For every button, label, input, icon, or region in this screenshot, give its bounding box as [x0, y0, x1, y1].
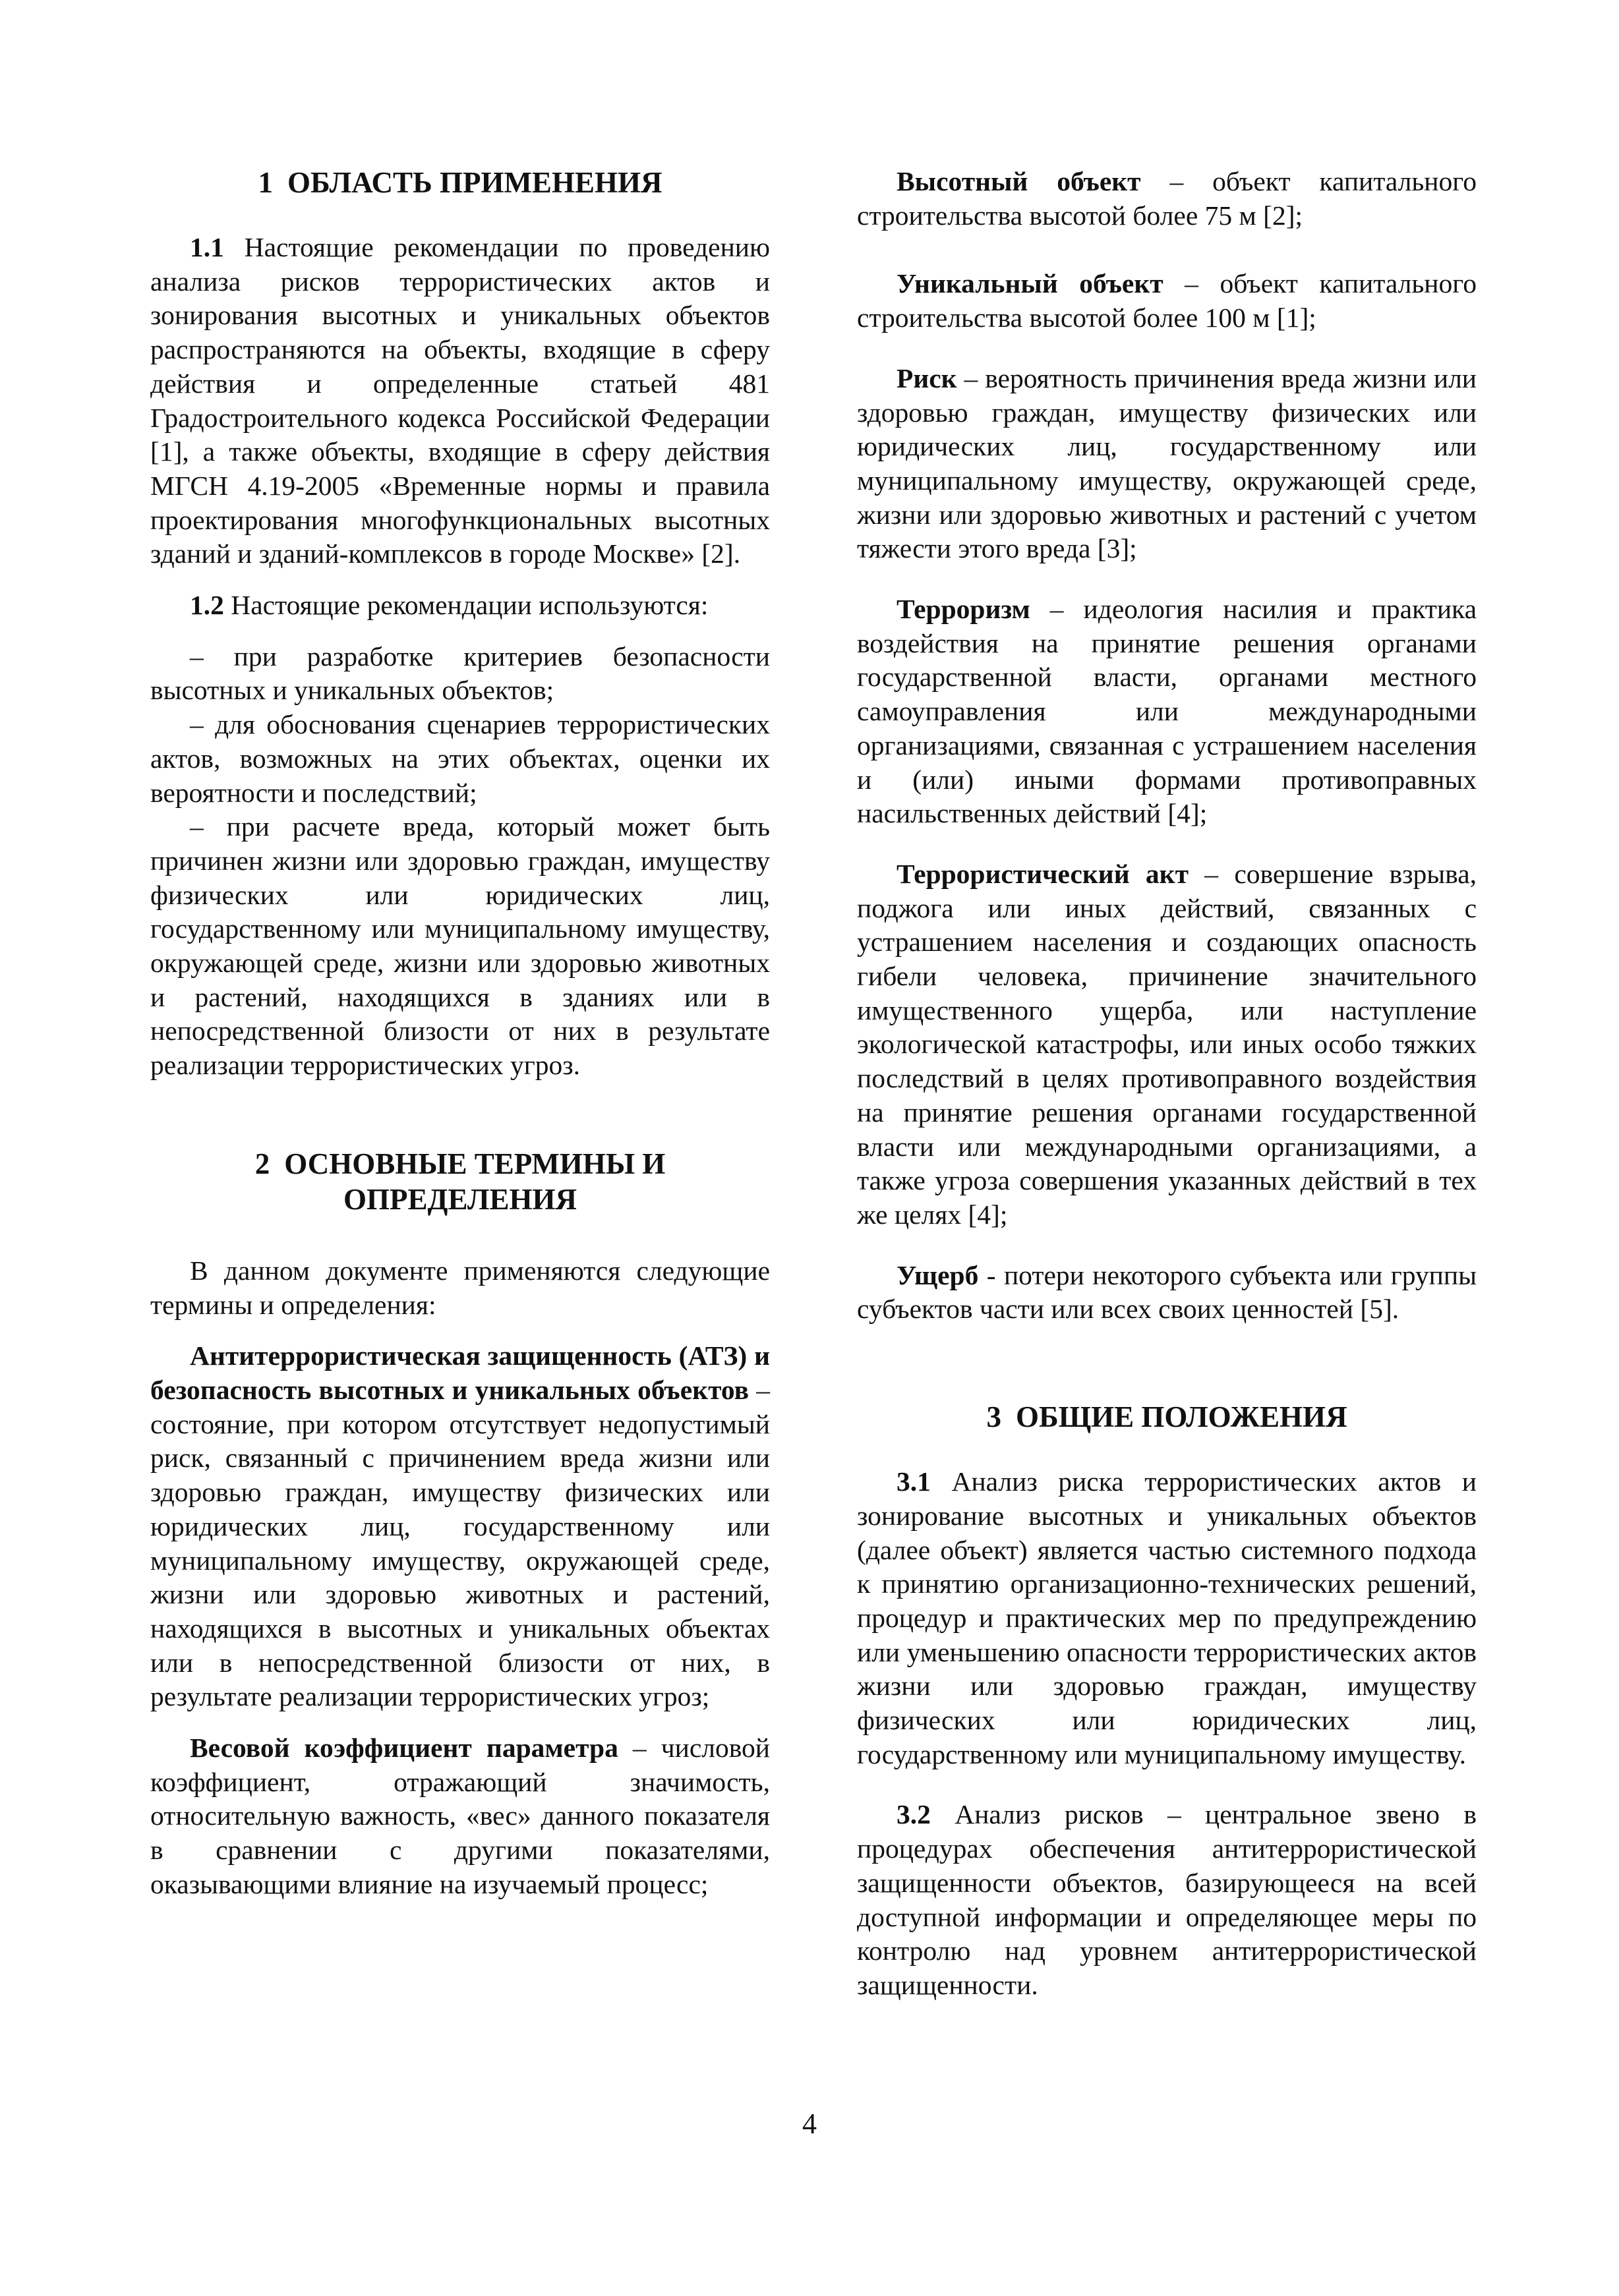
term-high-rise-separator: –	[1140, 166, 1213, 196]
term-atz-definition: состояние, при котором отсутствует недопустимый риск, связанный с причинением вреда жизни или здоровью граждан, имуществу физических или юридических лиц, государственному или муниципальному имуществу, окружающей среде, жизни или здоровью животных и растений, находящихся в высотных и уникальных объектах или в непосредственной близости от них, в результате реализации террористических угроз;	[150, 1408, 770, 1712]
paragraph-3-2	[857, 1798, 1477, 2002]
term-terrorism	[857, 592, 1477, 831]
term-high-rise	[857, 165, 1477, 233]
term-damage-separator: -	[978, 1259, 1004, 1290]
term-risk-separator: –	[957, 362, 986, 393]
term-weight-coefficient-name: Весовой коэффициент параметра	[190, 1733, 618, 1764]
paragraph-3-1-number: 3.1	[897, 1466, 931, 1497]
term-high-rise-definition: объект капитального строительства высотой более 75 м [2];	[857, 166, 1477, 231]
section-2-heading	[150, 1146, 770, 1217]
term-unique-definition: объект капитального строительства высотой более 100 м [1];	[857, 268, 1477, 333]
section-1-heading	[150, 165, 770, 200]
section-2-number: 2	[254, 1147, 270, 1180]
term-terrorist-act-definition: совершение взрыва, поджога или иных действий, связанных с устрашением населения и создающих опасность гибели человека, причинение значительного имущественного ущерба, или наступление экологической катастрофы, или иных особо тяжких последствий в целях противоправного воздействия на принятие решения органами государственной власти или международными организациями, а также угроза совершения указанных действий в тех же целях [4];	[857, 858, 1477, 1230]
term-risk-name: Риск	[897, 362, 957, 393]
paragraph-3-2-number: 3.2	[897, 1799, 931, 1830]
term-unique-separator: –	[1163, 268, 1220, 299]
paragraph-1-1	[150, 231, 770, 571]
term-unique	[857, 267, 1477, 335]
paragraph-1-2-text: Настоящие рекомендации используются:	[231, 590, 709, 621]
term-risk-definition: вероятность причинения вреда жизни или здоровью граждан, имуществу физических или юридических лиц, государственному или муниципальному имуществу, окружающей среде, жизни или здоровью животных и растений с учетом тяжести этого вреда [3];	[857, 362, 1477, 564]
paragraph-1-2-number: 1.2	[190, 590, 224, 621]
paragraph-1-1-number: 1.1	[190, 232, 224, 262]
term-weight-coefficient-separator: –	[618, 1733, 661, 1764]
section-2-heading-line-1	[150, 1146, 770, 1182]
term-unique-name: Уникальный объект	[897, 268, 1163, 299]
term-weight-coefficient	[150, 1731, 770, 1902]
term-weight-coefficient-definition: числовой коэффициент, отражающий значимость, относительную важность, «вес» данного показателя в сравнении с другими показателями, оказывающими влияние на изучаемый процесс;	[150, 1733, 771, 1899]
term-terrorist-act-separator: –	[1188, 858, 1235, 889]
paragraph-1-1-text: Настоящие рекомендации по проведению анализа рисков террористических актов и зонирования высотных и уникальных объектов распространяются на объекты, входящие в сферу действия и определенные статьей 481 Градостроительного кодекса Российской Федерации [1], а также объекты, входящие в сферу действия МГСН 4.19-2005 «Временные нормы и правила проектирования многофункциональных высотных зданий и зданий-комплексов в городе Москве» [2].	[150, 232, 770, 569]
section-2-title-line-2: ОПРЕДЕЛЕНИЯ	[343, 1182, 577, 1216]
term-terrorist-act-name: Террористический акт	[897, 858, 1189, 889]
term-terrorism-definition: идеология насилия и практика воздействия на принятие решения органами государственной власти, органами местного самоуправления или международными организациями, связанная с устрашением населения и (или) иными формами противоправных насильственных действий [4];	[857, 594, 1477, 829]
paragraph-3-1	[857, 1465, 1477, 1771]
section-3-heading	[857, 1399, 1477, 1435]
term-risk	[857, 362, 1477, 566]
term-terrorism-name: Терроризм	[897, 594, 1030, 625]
term-atz	[150, 1339, 770, 1714]
term-terrorism-separator: –	[1030, 594, 1084, 625]
left-column	[150, 165, 770, 1902]
section-1-title: ОБЛАСТЬ ПРИМЕНЕНИЯ	[287, 166, 662, 199]
terms-intro: В данном документе применяются следующие термины и определения:	[150, 1255, 770, 1320]
term-atz-name: Антитеррористическая защищенность (АТЗ) и безопасность высотных и уникальных объектов	[150, 1340, 770, 1405]
list-item-3: – при расчете вреда, который может быть причинен жизни или здоровью граждан, имуществу физических или юридических лиц, государственному или муниципальному имуществу, окружающей среде, жизни или здоровью животных и растений, находящихся в зданиях или в непосредственной близости от них в результате реализации террористических угроз.	[150, 811, 770, 1081]
page-number: 4	[802, 2108, 817, 2140]
list-item-2: – для обоснования сценариев террористических актов, возможных на этих объектах, оценки их вероятности и последствий;	[150, 709, 770, 808]
paragraph-1-2	[150, 588, 770, 623]
term-high-rise-name: Высотный объект	[897, 166, 1141, 196]
term-damage-definition: потери некоторого субъекта или группы субъектов части или всех своих ценностей [5].	[857, 1259, 1477, 1325]
term-terrorist-act	[857, 857, 1477, 1232]
paragraph-3-1-text: Анализ риска террористических актов и зонирование высотных и уникальных объектов (далее объект) является частью системного подхода к принятию организационно-технических решений, процедур и практических мер по предупреждению или уменьшению опасности террористических актов жизни или здоровью граждан, имуществу физических или юридических лиц, государственному или муниципальному имуществу.	[857, 1466, 1477, 1769]
section-1-number: 1	[258, 166, 274, 199]
paragraph-3-2-text: Анализ рисков – центральное звено в процедурах обеспечения антитеррористической защищенности объектов, базирующееся на всей доступной информации и определяющее меры по контролю над уровнем антитеррористической защищенности.	[857, 1799, 1477, 2000]
section-3-number: 3	[986, 1400, 1001, 1434]
right-column	[857, 165, 1477, 2003]
term-damage-name: Ущерб	[897, 1259, 979, 1290]
list-item-1: – при разработке критериев безопасности высотных и уникальных объектов;	[150, 641, 770, 706]
section-3-title: ОБЩИЕ ПОЛОЖЕНИЯ	[1015, 1400, 1347, 1434]
term-damage	[857, 1259, 1477, 1327]
section-2-title-line-1: ОСНОВНЫЕ ТЕРМИНЫ И	[284, 1147, 666, 1180]
term-atz-separator: –	[749, 1374, 770, 1405]
